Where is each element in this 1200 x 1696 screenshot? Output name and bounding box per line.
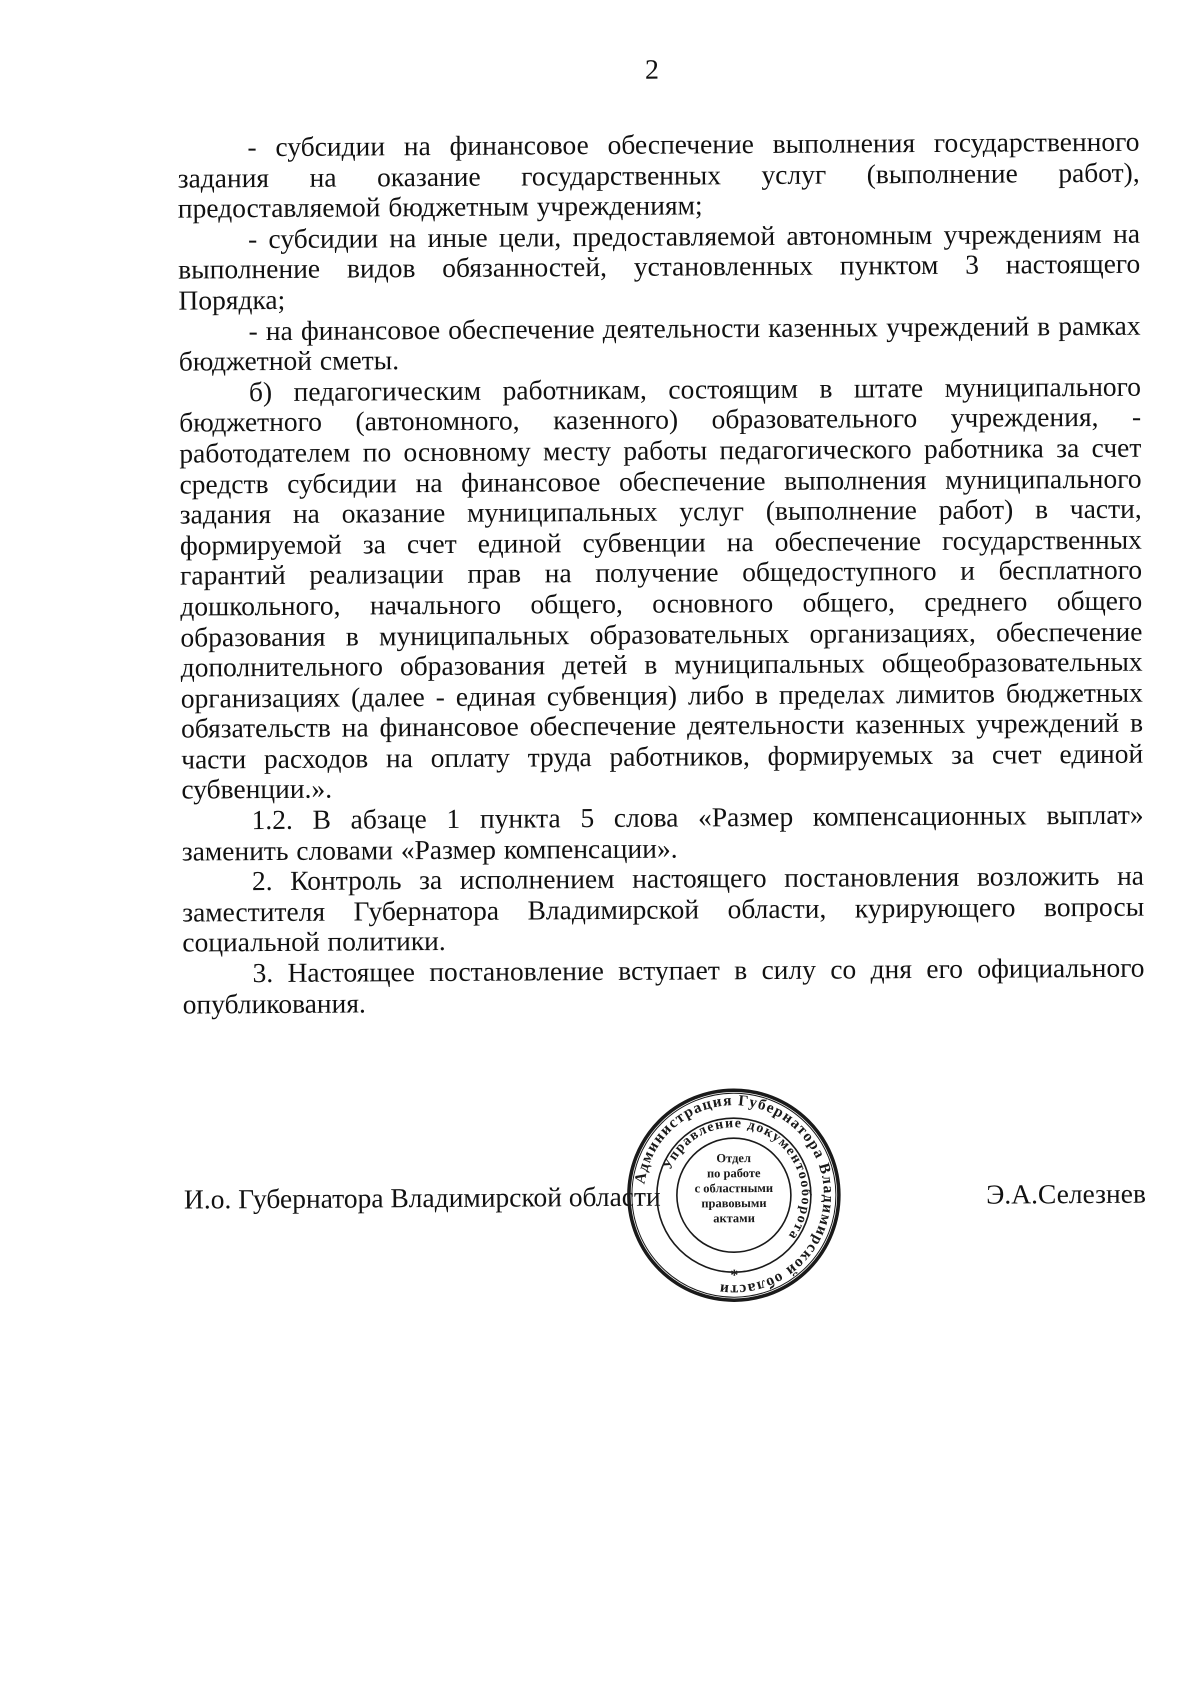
page-number: 2 — [644, 54, 660, 86]
stamp-inner-ring-text: Управление документооборота — [660, 1116, 813, 1244]
stamp-center-line: правовыми — [701, 1195, 767, 1211]
stamp-center-line: актами — [713, 1211, 755, 1226]
paragraph-1-2-amendment: 1.2. В абзаце 1 пункта 5 слова «Размер компенсационных выплат» заменить словами «Размер компенсации». — [181, 798, 1144, 867]
signatory-position: И.о. Губернатора Владимирской области — [183, 1180, 661, 1215]
stamp-center-line: Отдел — [716, 1151, 751, 1166]
paragraph-3-effective-date: 3. Настоящее постановление вступает в силу со дня его официального опубликования. — [182, 951, 1145, 1020]
stamp-center-text — [684, 1151, 784, 1227]
document-body — [177, 127, 1144, 1020]
paragraph-budget-estimate: - на финансовое обеспечение деятельности казенных учреждений в рамках бюджетной сметы. — [178, 309, 1141, 377]
signatory-name: Э.А.Селезнев — [986, 1177, 1146, 1210]
stamp-center-line: с областными — [694, 1180, 774, 1196]
stamp-outer-ring-text: Администрация Губернатора Владимирской области — [631, 1092, 837, 1299]
stamp-star-icon: * — [730, 1267, 739, 1285]
stamp-center-line: по работе — [706, 1166, 761, 1181]
paragraph-subsidy-state-task: - субсидии на финансовое обеспечение выполнения государственного задания на оказание государственных услуг (выполнение работ), предоставляемой бюджетным учреждениям; — [177, 125, 1140, 224]
official-stamp — [625, 1087, 842, 1304]
paragraph-2-control: 2. Контроль за исполнением настоящего постановления возложить на заместителя Губернатора Владимирской области, курирующего вопросы социальной политики. — [182, 859, 1145, 958]
paragraph-subsidy-other-purposes: - субсидии на иные цели, предоставляемой автономным учреждениям на выполнение видов обязанностей, установленных пунктом 3 настоящего Порядка; — [178, 217, 1141, 316]
paragraph-b-teachers: б) педагогическим работникам, состоящим в штате муниципального бюджетного (автономного, казенного) образовательного учреждения, - работодателем по основному месту работы педагогического работника за счет средств субсидии на финансовое обеспечение выполнения муниципального задания на оказание муниципальных услуг (выполнение работ) в части, формируемой за счет единой субвенции на обеспечение государственных гарантий реализации прав на получение общедоступного и бесплатного дошкольного, начального общего, основного общего, среднего общего образования в муниципальных образовательных организациях, обеспечение дополнительного образования детей в муниципальных общеобразовательных организациях (далее - единая субвенция) либо в пределах лимитов бюджетных обязательств на финансовое обеспечение деятельности казенных учреждений в части расходов на оплату труда работников, формируемых за счет единой субвенции.». — [179, 370, 1144, 806]
